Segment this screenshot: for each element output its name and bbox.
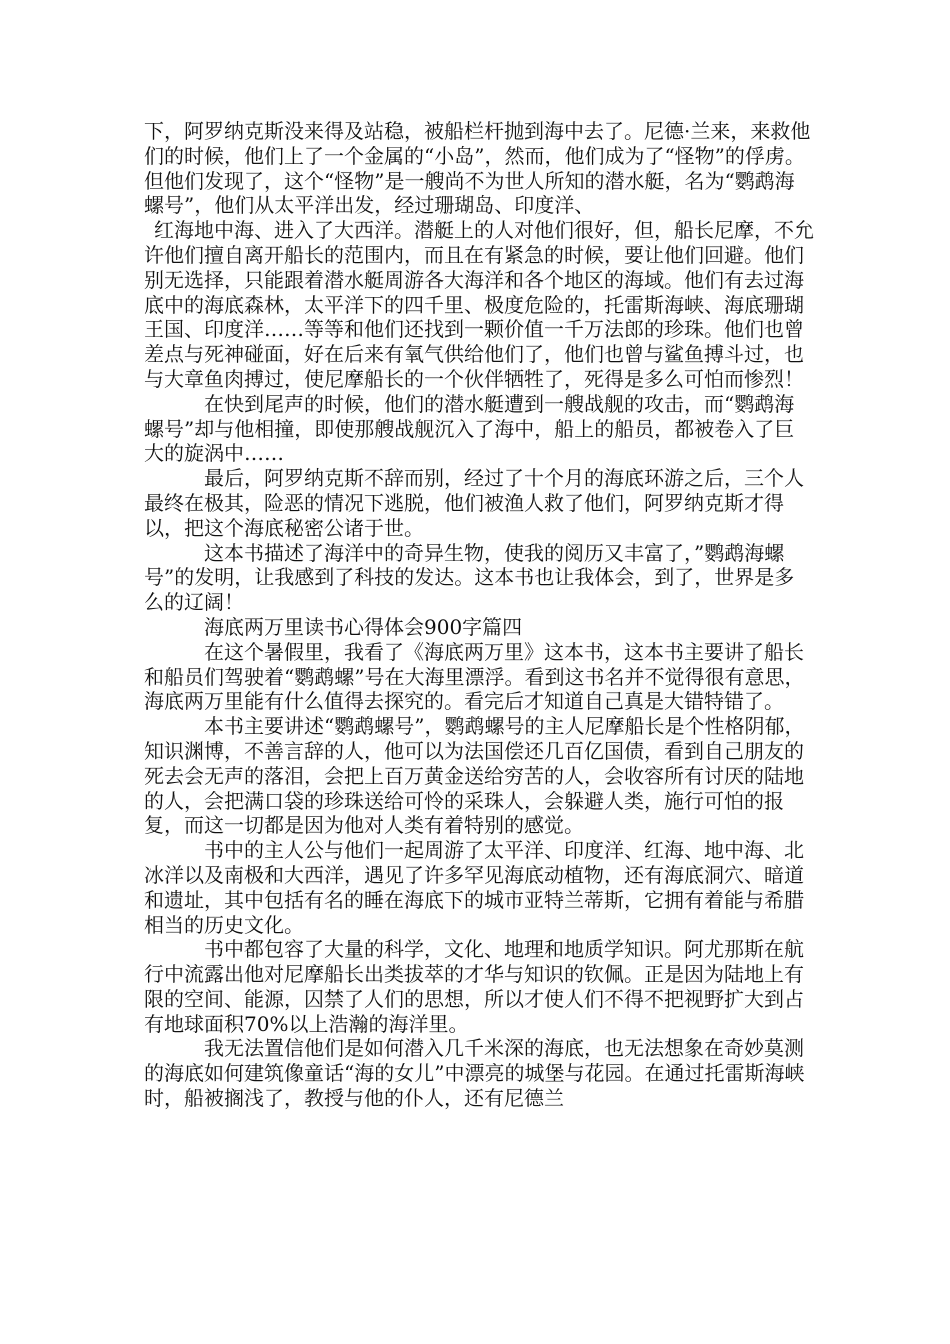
paragraph-6: 在这个暑假里，我看了《海底两万里》这本书，这本书主要讲了船长和船员们驾驶着“鹦鹉螺”号在大海里漂浮。看到这书名并不觉得很有意思，海底两万里能有什么值得去探究的。看完后才知道自己真是大错特错了。 xyxy=(144,639,805,714)
paragraph-4: 最后，阿罗纳克斯不辞而别，经过了十个月的海底环游之后，三个人最终在极其，险恶的情况下逃脱，他们被渔人救了他们，阿罗纳克斯才得以，把这个海底秘密公诸于世。 xyxy=(144,466,804,540)
paragraph-5: 这本书描述了海洋中的奇异生物，使我的阅历又丰富了，”鹦鹉海螺号”的发明，让我感到了科技的发达。这本书也让我体会，到了，世界是多么的辽阔！ xyxy=(144,540,795,615)
paragraph-10: 我无法置信他们是如何潜入几千米深的海底，也无法想象在奇妙莫测的海底如何建筑像童话“海的女儿”中漂亮的城堡与花园。在通过托雷斯海峡时，船被搁浅了，教授与他的仆人，还有尼德兰 xyxy=(144,1036,805,1111)
paragraph-7: 本书主要讲述“鹦鹉螺号”，鹦鹉螺号的主人尼摩船长是个性格阴郁，知识渊博，不善言辞的人，他可以为法国偿还几百亿国债，看到自己朋友的死去会无声的落泪，会把上百万黄金送给穷苦的人，会收容所有讨厌的陆地的人，会把满口袋的珍珠送给可怜的采珠人，会躲避人类，施行可怕的报复，而这一切都是因为他对人类有着特别的感觉。 xyxy=(144,714,805,838)
paragraph-8: 书中的主人公与他们一起周游了太平洋、印度洋、红海、地中海、北冰洋以及南极和大西洋，遇见了许多罕见海底动植物，还有海底洞穴、暗道和遗址，其中包括有名的睡在海底下的城市亚特兰蒂斯，它拥有着能与希腊相当的历史文化。 xyxy=(144,838,804,937)
paragraph-2: 红海地中海、进入了大西洋。潜艇上的人对他们很好，但，船长尼摩，不允许他们擅自离开船长的范围内，而且在有紧急的时候，要让他们回避。他们别无选择，只能跟着潜水艇周游各大海洋和各个地区的海域。他们有去过海底中的海底森林，太平洋下的四千里、极度危险的，托雷斯海峡、海底珊瑚王国、印度洋……等等和他们还找到一颗价值一千万法郎的珍珠。他们也曾差点与死神碰面，好在后来有氧气供给他们了，他们也曾与鲨鱼搏斗过，也与大章鱼肉搏过，使尼摩船长的一个伙伴牺牲了，死得是多么可怕而惨烈！ xyxy=(144,218,814,391)
paragraph-1: 下，阿罗纳克斯没来得及站稳，被船栏杆抛到海中去了。尼德·兰来，来救他们的时候，他们上了一个金属的“小岛”，然而，他们成为了“怪物”的俘虏。但他们发现了，这个“怪物”是一艘尚不为世人所知的潜水艇，名为“鹦鹉海螺号”，他们从太平洋出发，经过珊瑚岛、印度洋、 xyxy=(144,119,811,218)
section-heading: 海底两万里读书心得体会900字篇四 xyxy=(204,614,523,639)
paragraph-9: 书中都包容了大量的科学，文化、地理和地质学知识。阿尤那斯在航行中流露出他对尼摩船长出类拔萃的才华与知识的钦佩。正是因为陆地上有限的空间、能源，囚禁了人们的思想，所以才使人们不得不把视野扩大到占有地球面积70%以上浩瀚的海洋里。 xyxy=(144,937,804,1036)
paragraph-3: 在快到尾声的时候，他们的潜水艇遭到一艘战舰的攻击，而“鹦鹉海螺号”却与他相撞，即使那艘战舰沉入了海中，船上的船员，都被卷入了巨大的旋涡中…… xyxy=(144,391,795,466)
document-body xyxy=(144,119,814,1111)
